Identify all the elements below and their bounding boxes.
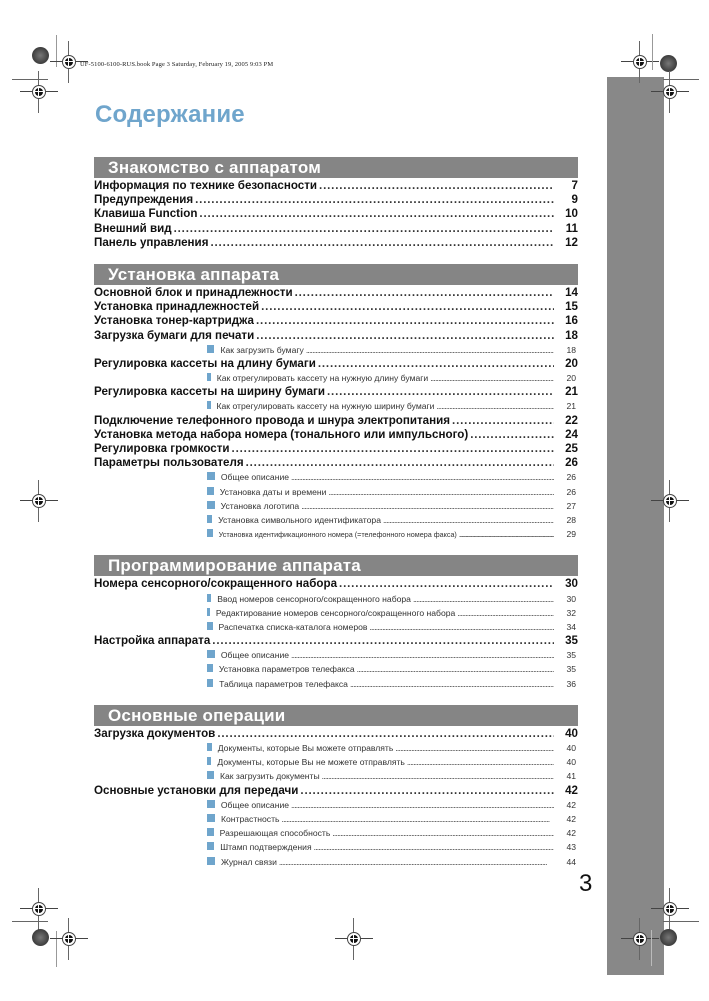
toc-subentry-label: Штамп подтверждения	[220, 842, 312, 853]
toc-subentry-label: Установка параметров телефакса	[218, 664, 355, 675]
toc-entry[interactable]	[94, 314, 578, 328]
toc-subentry[interactable]	[94, 662, 578, 676]
square-bullet-icon	[207, 594, 211, 602]
toc-subentry-label: Как загрузить бумагу	[220, 344, 304, 355]
leader-dots	[430, 371, 554, 385]
toc-subentry-label: Установка логотипа	[220, 500, 300, 511]
square-bullet-icon	[207, 515, 212, 523]
toc-entry[interactable]	[94, 385, 578, 399]
leader-dots	[459, 528, 554, 542]
toc-subentry[interactable]	[94, 677, 578, 691]
toc-subentry-label: Разрешающая способность	[219, 828, 331, 839]
registration-mark-icon	[633, 55, 647, 69]
toc-subentry-page: 21	[566, 401, 576, 412]
toc-entry-label: Загрузка документов	[94, 726, 216, 740]
toc-entry[interactable]	[94, 300, 578, 314]
toc-subentry[interactable]	[94, 840, 578, 854]
leader-dots	[282, 812, 555, 826]
leader-dots	[199, 207, 554, 221]
toc-subentry-label: Журнал связи	[221, 856, 277, 867]
registration-mark-icon	[32, 85, 46, 99]
toc-subentry-page: 40	[566, 743, 576, 753]
toc-subentry-label: Как отрегулировать кассету на нужную длину бумаги	[216, 373, 429, 384]
leader-dots	[295, 286, 554, 300]
leader-dots	[300, 784, 554, 798]
toc-subentry-label: Общее описание	[220, 799, 290, 810]
toc-entry-label: Установка метода набора номера (тонального или импульсного)	[94, 427, 469, 441]
toc-subentry-label: Установка даты и времени	[219, 486, 327, 497]
leader-dots	[319, 179, 554, 193]
toc-subentry[interactable]	[94, 769, 578, 783]
registration-mark-icon	[32, 494, 46, 508]
toc-subentry[interactable]	[94, 755, 578, 769]
toc-subentry-page: 28	[566, 514, 576, 525]
toc-subentry-page: 18	[566, 344, 576, 355]
toc-subentry-page: 30	[566, 593, 576, 604]
toc-subentry-label: Установка символьного идентификатора	[218, 514, 381, 525]
toc-subentry[interactable]	[94, 620, 578, 634]
square-bullet-icon	[207, 373, 211, 381]
toc-subentry-label: Редактирование номеров сенсорного/сокращенного набора	[215, 607, 456, 618]
table-of-contents	[94, 157, 578, 869]
leader-dots	[291, 470, 554, 484]
toc-entry-label: Номера сенсорного/сокращенного набора	[94, 577, 338, 591]
section-header: Основные операции	[94, 705, 578, 726]
leader-dots	[306, 343, 554, 357]
square-bullet-icon	[207, 757, 211, 765]
section-gap	[94, 541, 578, 548]
crop-line	[12, 921, 48, 922]
toc-subentry-page: 42	[566, 813, 576, 824]
section-gap	[94, 691, 578, 698]
leader-dots	[261, 300, 554, 314]
toc-entry-label: Информация по технике безопасности	[94, 179, 318, 192]
toc-subentry-label: Установка идентификационного номера (=телефонного номера факса)	[218, 530, 457, 540]
section-header: Программирование аппарата	[94, 555, 578, 576]
leader-dots	[457, 606, 554, 620]
crop-line	[12, 79, 48, 80]
toc-entry-page: 26	[565, 456, 578, 470]
toc-subentry-label: Документы, которые Вы не можете отправлять	[217, 757, 405, 768]
crop-line	[651, 930, 652, 966]
toc-subentry-page: 36	[566, 678, 576, 689]
toc-entry-label: Подключение телефонного провода и шнура электропитания	[94, 413, 451, 427]
toc-subentry-page: 20	[566, 373, 576, 384]
toc-subentry-page: 40	[566, 757, 576, 768]
toc-subentry-label: Общее описание	[220, 650, 290, 661]
toc-subentry[interactable]	[94, 527, 578, 541]
toc-entry-label: Параметры пользователя	[94, 456, 244, 470]
leader-dots	[210, 236, 554, 250]
toc-entry-label: Основной блок и принадлежности	[94, 285, 293, 299]
registration-mark-icon	[347, 932, 361, 946]
toc-entry-page: 15	[565, 300, 578, 314]
toc-entry-page: 9	[571, 193, 578, 207]
registration-mark-icon	[32, 902, 46, 916]
toc-subentry[interactable]	[94, 513, 578, 527]
leader-dots	[322, 769, 554, 783]
toc-entry-page: 22	[565, 413, 578, 427]
toc-subentry-label: Общее описание	[220, 472, 290, 483]
leader-dots	[327, 385, 554, 399]
leader-dots	[314, 840, 554, 854]
registration-mark-icon	[62, 932, 76, 946]
toc-entry-page: 25	[565, 442, 578, 455]
toc-entry-label: Регулировка кассеты на ширину бумаги	[94, 385, 325, 399]
leader-dots	[217, 727, 554, 741]
leader-dots	[256, 329, 554, 343]
leader-dots	[291, 798, 554, 812]
square-bullet-icon	[207, 501, 215, 509]
toc-entry[interactable]	[94, 784, 578, 798]
toc-entry-page: 18	[565, 328, 578, 342]
leader-dots	[232, 442, 554, 456]
toc-entry-page: 35	[565, 634, 578, 648]
leader-dots	[195, 193, 554, 207]
toc-subentry[interactable]	[94, 371, 578, 385]
square-bullet-icon	[207, 814, 215, 822]
toc-subentry[interactable]	[94, 485, 578, 499]
section-header: Знакомство с аппаратом	[94, 157, 578, 178]
toc-subentry[interactable]	[94, 826, 578, 840]
square-bullet-icon	[207, 743, 212, 751]
toc-entry-label: Установка тонер-картриджа	[94, 314, 254, 328]
toc-entry[interactable]	[94, 236, 578, 250]
leader-dots	[256, 314, 554, 328]
leader-dots	[436, 399, 554, 413]
registration-mark-icon	[663, 902, 677, 916]
toc-subentry-label: Как отрегулировать кассету на нужную ширину бумаги	[216, 401, 435, 412]
leader-dots	[301, 499, 554, 513]
square-bullet-icon	[207, 345, 214, 353]
toc-entry[interactable]	[94, 329, 578, 343]
leader-dots	[246, 456, 554, 470]
crop-line	[56, 931, 57, 967]
toc-entry[interactable]	[94, 727, 578, 741]
toc-subentry[interactable]	[94, 855, 578, 869]
toc-subentry-label: Ввод номеров сенсорного/сокращенного набора	[217, 593, 411, 604]
leader-dots	[291, 648, 554, 662]
toc-subentry[interactable]	[94, 741, 578, 755]
section-gap	[94, 250, 578, 257]
toc-entry-page: 24	[565, 427, 578, 441]
leader-dots	[357, 662, 554, 676]
registration-disc-icon	[660, 55, 677, 72]
toc-entry[interactable]	[94, 442, 578, 456]
toc-subentry-page: 34	[566, 621, 576, 632]
toc-entry[interactable]	[94, 428, 578, 442]
registration-disc-icon	[32, 47, 49, 64]
toc-entry-label: Настройка аппарата	[94, 634, 211, 648]
toc-entry-label: Основные установки для передачи	[94, 783, 299, 797]
toc-entry-page: 7	[571, 179, 578, 192]
toc-entry[interactable]	[94, 577, 578, 591]
toc-subentry-label: Как загрузить документы	[219, 771, 320, 782]
toc-entry-page: 14	[565, 285, 578, 299]
toc-subentry[interactable]	[94, 812, 578, 826]
page-number: 3	[579, 870, 593, 897]
square-bullet-icon	[207, 664, 213, 672]
leader-dots	[279, 855, 554, 869]
square-bullet-icon	[207, 800, 215, 808]
toc-entry-page: 40	[565, 726, 578, 740]
registration-mark-icon	[663, 494, 677, 508]
toc-entry-page: 12	[565, 235, 578, 249]
toc-subentry-page: 29	[566, 529, 576, 540]
leader-dots	[407, 755, 554, 769]
square-bullet-icon	[207, 622, 213, 630]
leader-dots	[413, 592, 554, 606]
toc-entry[interactable]	[94, 207, 578, 221]
square-bullet-icon	[207, 401, 211, 409]
square-bullet-icon	[207, 857, 215, 865]
toc-entry[interactable]	[94, 286, 578, 300]
square-bullet-icon	[207, 529, 213, 537]
toc-entry-label: Регулировка кассеты на длину бумаги	[94, 356, 316, 370]
toc-entry[interactable]	[94, 179, 578, 193]
toc-subentry[interactable]	[94, 499, 578, 513]
leader-dots	[328, 485, 554, 499]
leader-dots	[470, 428, 554, 442]
registration-mark-icon	[663, 85, 677, 99]
square-bullet-icon	[207, 842, 214, 850]
toc-subentry-label: Таблица параметров телефакса	[219, 678, 348, 689]
registration-disc-icon	[32, 929, 49, 946]
toc-entry-page: 11	[565, 221, 578, 235]
registration-mark-icon	[633, 932, 647, 946]
toc-subentry-page: 26	[566, 486, 576, 497]
toc-subentry[interactable]	[94, 399, 578, 413]
square-bullet-icon	[207, 608, 210, 616]
toc-entry[interactable]	[94, 193, 578, 207]
toc-entry-page: 42	[565, 783, 578, 797]
toc-entry-label: Загрузка бумаги для печати	[94, 328, 255, 342]
toc-entry[interactable]	[94, 222, 578, 236]
toc-subentry-page: 42	[566, 799, 576, 810]
square-bullet-icon	[207, 472, 215, 480]
toc-entry-page: 10	[565, 207, 578, 221]
toc-subentry-page: 35	[566, 664, 576, 675]
square-bullet-icon	[207, 679, 213, 687]
toc-entry[interactable]	[94, 414, 578, 428]
leader-dots	[395, 741, 554, 755]
toc-subentry-label: Документы, которые Вы можете отправлять	[217, 743, 394, 753]
toc-subentry[interactable]	[94, 592, 578, 606]
toc-entry[interactable]	[94, 357, 578, 371]
toc-entry-label: Установка принадлежностей	[94, 300, 260, 314]
print-header: UF-5100-6100-RUS.book Page 3 Saturday, February 19, 2005 9:03 PM	[80, 61, 274, 68]
crop-line	[652, 34, 653, 70]
registration-disc-icon	[660, 929, 677, 946]
toc-entry-page: 30	[565, 577, 578, 591]
leader-dots	[369, 620, 554, 634]
leader-dots	[339, 577, 554, 591]
registration-mark-icon	[62, 55, 76, 69]
toc-subentry-page: 41	[566, 771, 576, 782]
toc-subentry-page: 26	[566, 472, 576, 483]
toc-subentry-page: 32	[566, 607, 576, 618]
crop-line	[56, 35, 57, 67]
toc-subentry-page: 44	[566, 856, 576, 867]
toc-entry-page: 20	[565, 356, 578, 370]
toc-entry-label: Панель управления	[94, 235, 209, 249]
toc-subentry-page: 43	[566, 842, 576, 853]
side-tab-bar	[607, 77, 664, 975]
leader-dots	[350, 677, 554, 691]
toc-subentry[interactable]	[94, 343, 578, 357]
square-bullet-icon	[207, 771, 214, 779]
leader-dots	[318, 357, 554, 371]
toc-entry-page: 16	[565, 314, 578, 328]
section-header: Установка аппарата	[94, 264, 578, 285]
toc-subentry[interactable]	[94, 798, 578, 812]
toc-entry-label: Клавиша Function	[94, 207, 198, 221]
leader-dots	[332, 826, 554, 840]
toc-subentry-label: Распечатка списка-каталога номеров	[218, 621, 368, 632]
square-bullet-icon	[207, 828, 214, 836]
toc-subentry[interactable]	[94, 606, 578, 620]
toc-subentry[interactable]	[94, 648, 578, 662]
toc-subentry-label: Контрастность	[221, 813, 280, 824]
toc-entry[interactable]	[94, 456, 578, 470]
leader-dots	[452, 414, 554, 428]
crop-line	[663, 921, 699, 922]
leader-dots	[383, 513, 554, 527]
leader-dots	[212, 634, 554, 648]
toc-entry[interactable]	[94, 634, 578, 648]
toc-entry-page: 21	[565, 385, 578, 399]
toc-subentry[interactable]	[94, 470, 578, 484]
leader-dots	[174, 222, 554, 236]
toc-subentry-page: 35	[566, 650, 576, 661]
square-bullet-icon	[207, 487, 214, 495]
toc-entry-label: Предупреждения	[94, 193, 194, 207]
toc-entry-label: Внешний вид	[94, 221, 172, 235]
toc-entry-label: Регулировка громкости	[94, 442, 230, 455]
toc-subentry-page: 27	[566, 500, 576, 511]
page-title: Содержание	[95, 101, 245, 128]
square-bullet-icon	[207, 650, 215, 658]
toc-subentry-page: 42	[566, 828, 576, 839]
